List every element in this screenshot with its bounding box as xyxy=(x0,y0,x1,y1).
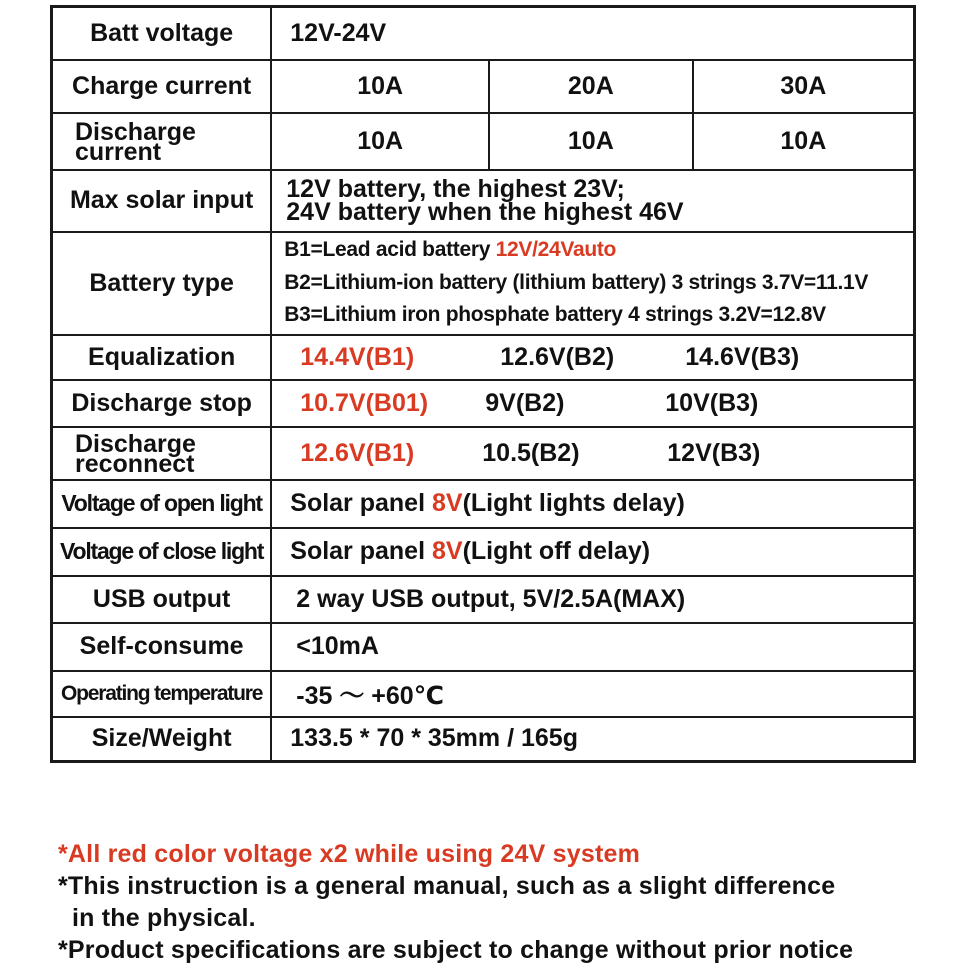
equalization-b2: 12.6V(B2) xyxy=(500,342,615,371)
discharge-current-3: 10A xyxy=(693,113,915,170)
row-voltage-close-light xyxy=(52,528,915,576)
label-discharge-reconnect xyxy=(52,427,272,480)
value-usb-output: 2 way USB output, 5V/2.5A(MAX) xyxy=(271,576,914,623)
label-size-weight: Size/Weight xyxy=(52,717,272,762)
row-operating-temperature xyxy=(52,671,915,717)
row-charge-current xyxy=(52,60,915,113)
discharge-stop-b2: 9V(B2) xyxy=(485,388,565,417)
label-batt-voltage: Batt voltage xyxy=(52,7,272,60)
discharge-current-2: 10A xyxy=(489,113,693,170)
row-equalization xyxy=(52,335,915,380)
charge-current-2: 20A xyxy=(489,60,693,113)
label-discharge-current-line2: current xyxy=(75,138,162,166)
label-operating-temperature: Operating temperature xyxy=(52,671,272,717)
close-light-suffix: (Light off delay) xyxy=(462,537,651,565)
battery-type-b2: B2=Lithium-ion battery (lithium battery) 3 strings 3.7V=11.1V xyxy=(284,270,869,294)
note-general-manual: *This instruction is a general manual, such as a slight difference xyxy=(58,872,836,900)
charge-current-3: 30A xyxy=(693,60,915,113)
row-discharge-current xyxy=(52,113,915,170)
battery-type-b3: B3=Lithium iron phosphate battery 4 strings 3.2V=12.8V xyxy=(284,303,826,327)
label-max-solar-input: Max solar input xyxy=(52,170,272,232)
row-discharge-stop xyxy=(52,380,915,427)
battery-type-b1 xyxy=(284,234,913,267)
value-battery-type xyxy=(271,232,914,335)
note-red-voltage: *All red color voltage x2 while using 24V system xyxy=(58,840,641,868)
row-voltage-open-light xyxy=(52,480,915,528)
value-equalization xyxy=(271,335,914,380)
max-solar-line1: 12V battery, the highest 23V; xyxy=(286,175,625,203)
value-operating-temperature: -35 ～ +60℃ xyxy=(271,671,914,717)
row-discharge-reconnect xyxy=(52,427,915,480)
row-batt-voltage xyxy=(52,7,915,60)
row-self-consume xyxy=(52,623,915,671)
battery-type-b1-red: 12V/24Vauto xyxy=(495,238,617,262)
open-light-prefix: Solar panel xyxy=(290,489,432,517)
label-discharge-current xyxy=(52,113,272,170)
value-batt-voltage: 12V-24V xyxy=(271,7,914,60)
close-light-prefix: Solar panel xyxy=(290,537,432,565)
spec-table xyxy=(50,5,916,763)
notes xyxy=(58,838,958,966)
close-light-voltage: 8V xyxy=(431,537,463,565)
open-light-suffix: (Light lights delay) xyxy=(462,489,685,517)
max-solar-line2: 24V battery when the highest 46V xyxy=(286,197,684,226)
label-equalization: Equalization xyxy=(52,335,272,380)
row-battery-type xyxy=(52,232,915,335)
discharge-reconnect-b2: 10.5(B2) xyxy=(482,438,580,467)
label-self-consume: Self-consume xyxy=(52,623,272,671)
equalization-b3: 14.6V(B3) xyxy=(685,342,800,371)
note-general-manual-cont: in the physical. xyxy=(72,904,256,932)
discharge-current-1: 10A xyxy=(271,113,489,170)
equalization-b1: 14.4V(B1) xyxy=(300,342,415,371)
discharge-stop-b1: 10.7V(B01) xyxy=(300,388,429,417)
value-size-weight: 133.5 * 70 * 35mm / 165g xyxy=(271,717,914,762)
row-max-solar-input xyxy=(52,170,915,232)
label-battery-type: Battery type xyxy=(52,232,272,335)
value-self-consume: <10mA xyxy=(271,623,914,671)
row-size-weight xyxy=(52,717,915,762)
label-voltage-open-light: Voltage of open light xyxy=(52,480,272,528)
label-charge-current: Charge current xyxy=(52,60,272,113)
value-discharge-reconnect xyxy=(271,427,914,480)
row-usb-output xyxy=(52,576,915,623)
charge-current-1: 10A xyxy=(271,60,489,113)
note-spec-change: *Product specifications are subject to change without prior notice xyxy=(58,936,854,964)
label-discharge-stop: Discharge stop xyxy=(52,380,272,427)
discharge-stop-b3: 10V(B3) xyxy=(665,388,759,417)
discharge-reconnect-b1: 12.6V(B1) xyxy=(300,438,415,467)
value-max-solar-input xyxy=(271,170,914,232)
value-discharge-stop xyxy=(271,380,914,427)
open-light-voltage: 8V xyxy=(431,489,463,517)
label-usb-output: USB output xyxy=(52,576,272,623)
label-discharge-reconnect-line2: reconnect xyxy=(75,450,195,478)
discharge-reconnect-b3: 12V(B3) xyxy=(667,438,761,467)
battery-type-b1-text: B1=Lead acid battery xyxy=(284,238,496,262)
value-voltage-open-light xyxy=(271,480,914,528)
label-voltage-close-light: Voltage of close light xyxy=(52,528,272,576)
label-discharge-current-line1: Discharge xyxy=(75,117,196,146)
label-discharge-reconnect-line1: Discharge xyxy=(75,429,196,458)
value-voltage-close-light xyxy=(271,528,914,576)
